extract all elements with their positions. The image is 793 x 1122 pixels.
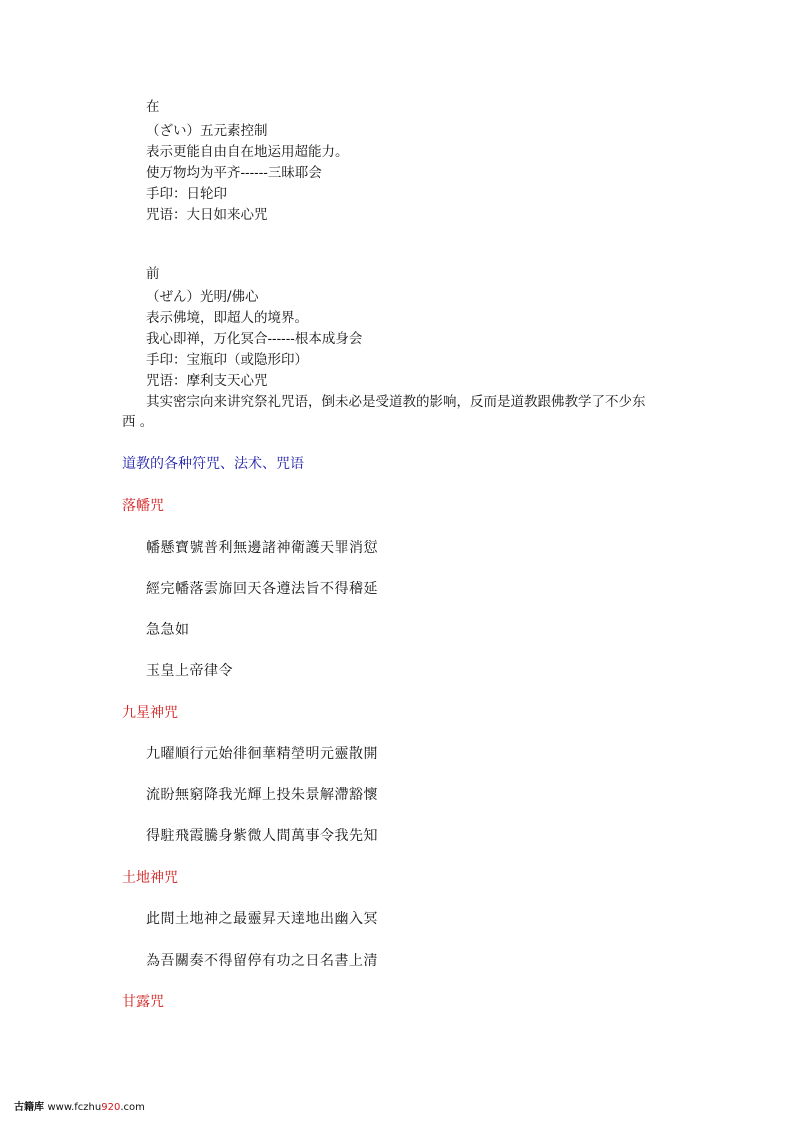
jiuxing-line: 九曜順行元始徘徊華精塋明元靈散開	[146, 746, 378, 762]
jiuxing-title: 九星神咒	[122, 705, 178, 721]
footer-url-prefix: www.fczhu	[47, 1102, 102, 1113]
footer-watermark	[14, 1098, 145, 1113]
ganlu-title: 甘露咒	[122, 994, 164, 1010]
jiuxing-line: 流盼無窮降我光輝上投朱景解滯豁懷	[146, 787, 378, 803]
jiuxing-line: 得駐飛霞騰身紫微人間萬事令我先知	[146, 828, 378, 844]
section2-mantra: 咒语：摩利支天心咒	[146, 373, 268, 389]
luofan-title: 落幡咒	[122, 498, 164, 514]
footer-url-suffix: .com	[120, 1102, 145, 1113]
section1-reading: （ざい）五元素控制	[146, 123, 268, 139]
section1-equivalence: 使万物均为平齐------三昧耶会	[146, 165, 322, 181]
section2-mudra: 手印：宝瓶印（或隐形印）	[146, 352, 308, 368]
luofan-line: 經完幡落雲旆回天各遵法旨不得稽延	[146, 581, 378, 597]
section2-char: 前	[146, 266, 160, 282]
luofan-line: 玉皇上帝律令	[146, 663, 233, 679]
luofan-line: 急急如	[146, 622, 190, 638]
section1-char: 在	[146, 99, 160, 115]
tudi-line: 為吾關奏不得留停有功之日名書上清	[146, 953, 378, 969]
section1-mantra: 咒语：大日如来心咒	[146, 207, 268, 223]
footer-url-accent: 920	[101, 1102, 121, 1113]
section1-mudra: 手印：日轮印	[146, 186, 227, 202]
footer-url	[47, 1102, 144, 1113]
section2-reading: （ぜん）光明/佛心	[146, 289, 259, 305]
footer-brand: 古籍库	[14, 1102, 44, 1113]
taoist-heading: 道教的各种符咒、法术、咒语	[122, 456, 304, 472]
section2-desc: 表示佛境，即超人的境界。	[146, 310, 308, 326]
tudi-title: 土地神咒	[122, 870, 178, 886]
section2-note-line1: 其实密宗向来讲究祭礼咒语，倒未必是受道教的影响，反而是道教跟佛教学了不少东	[146, 394, 646, 410]
luofan-line: 幡懸寶號普利無邊諸神衛護天罪消愆	[146, 540, 378, 556]
section2-note-line2: 西 。	[122, 414, 154, 430]
tudi-line: 此間土地神之最靈昇天達地出幽入冥	[146, 911, 378, 927]
section1-desc: 表示更能自由自在地运用超能力。	[146, 144, 349, 160]
section2-equivalence: 我心即禅，万化冥合------根本成身会	[146, 331, 363, 347]
